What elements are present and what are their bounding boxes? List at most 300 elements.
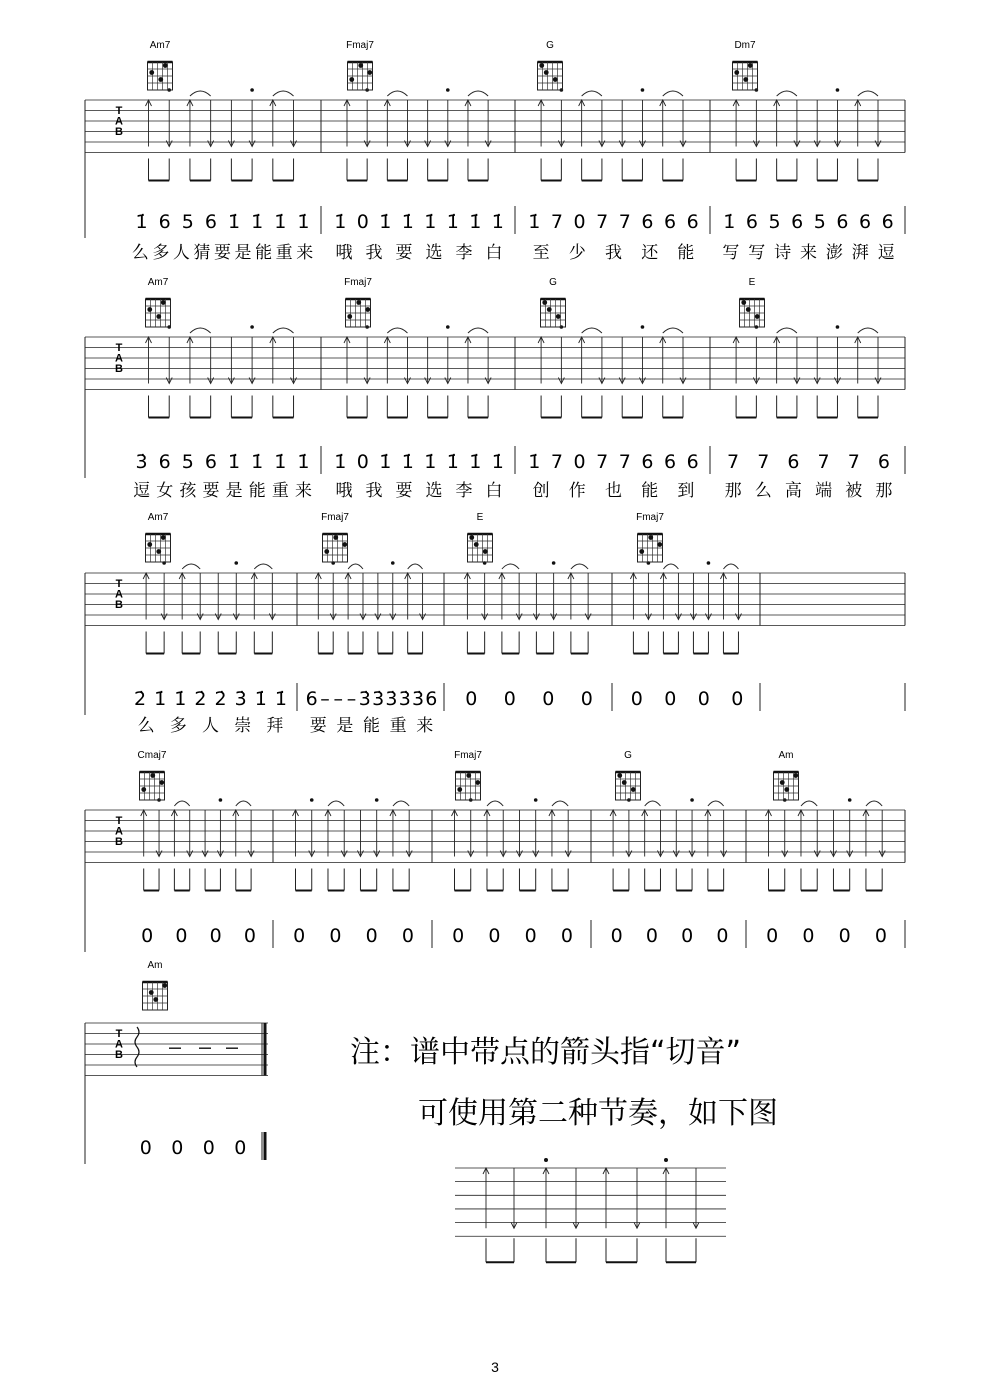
jianpu-note: 0 (766, 925, 779, 947)
jianpu-note: 0 (365, 925, 378, 947)
tab-clef: A (115, 115, 123, 128)
jianpu-note: 0 (209, 925, 222, 947)
chord-name: Am (778, 750, 794, 761)
jianpu-note: 1̇ (297, 211, 310, 233)
strum-pattern (141, 798, 254, 890)
jianpu-note: 1̇ (424, 211, 437, 233)
strum-pattern (538, 325, 686, 417)
finger-dot (347, 314, 352, 319)
chord-diagram (146, 512, 171, 562)
strum-pattern (143, 561, 275, 653)
jianpu-measure (723, 211, 893, 233)
lyric-char: 被 (845, 481, 863, 501)
finger-dot (365, 307, 370, 312)
chord-name: Fmaj7 (636, 512, 664, 523)
tie-arc (645, 801, 661, 806)
lyric-char: 拜 (266, 716, 284, 736)
lyric-char: 是 (336, 716, 354, 736)
jianpu-note: 0 (580, 688, 593, 710)
jianpu-note: 0 (171, 1137, 184, 1159)
jianpu-note: 3̇ (135, 451, 148, 473)
lyric-char: 要 (395, 243, 413, 263)
chord-diagram (733, 40, 758, 90)
jianpu-note: 1̇ (446, 211, 459, 233)
jianpu-note: 1̇ (424, 451, 437, 473)
chord-diagram (148, 40, 173, 90)
lyric-char: 要 (202, 481, 220, 501)
lyric-char: 是 (234, 243, 252, 263)
jianpu-note: 6 (425, 688, 438, 710)
lyric-char: 重 (275, 243, 293, 263)
tab-system (85, 960, 268, 1164)
finger-dot (784, 787, 789, 792)
tie-arc (552, 801, 568, 806)
staccato-dot (250, 325, 254, 329)
tab-clef: T (115, 105, 123, 117)
jianpu-note: 6 (787, 451, 800, 473)
chord-name: Cmaj7 (137, 750, 167, 761)
jianpu-note: 1̇ (401, 211, 414, 233)
chord-diagram (346, 40, 374, 90)
jianpu-note: 1̇ (723, 211, 736, 233)
tie-arc (348, 564, 363, 569)
chord-diagram (538, 40, 563, 90)
lyric-char: 人 (202, 716, 219, 736)
jianpu-note: 1̇ (174, 688, 187, 710)
chord-diagram (636, 512, 664, 562)
jianpu-note: 0 (202, 1137, 215, 1159)
tie-arc (571, 564, 588, 569)
jianpu-measure (727, 451, 890, 473)
finger-dot (457, 787, 462, 792)
jianpu-note: 0 (731, 688, 744, 710)
jianpu-note: 5 (768, 211, 781, 233)
tie-arc (328, 801, 344, 806)
tie-arc (723, 564, 738, 569)
jianpu-measure (141, 925, 256, 947)
chord-name: Am7 (147, 277, 169, 288)
lyric-line (533, 481, 695, 501)
finger-dot (746, 307, 751, 312)
jianpu-note: 3̇ (234, 688, 247, 710)
jianpu-note: 6 (686, 211, 699, 233)
lyric-char: 写 (748, 243, 766, 263)
staccato-dot (664, 1158, 668, 1162)
finger-dot (153, 997, 158, 1002)
jianpu-note: – (320, 688, 330, 710)
chord-diagram (616, 750, 641, 800)
lyric-char: 逗 (877, 243, 895, 263)
tie-arc (393, 801, 409, 806)
finger-dot (141, 787, 146, 792)
chord-name: Am (147, 960, 163, 971)
tab-clef: T (115, 342, 123, 354)
lyric-char: 我 (365, 481, 383, 501)
lyric-line (725, 481, 893, 501)
lyric-char: 少 (568, 243, 586, 263)
tie-arc (182, 564, 200, 569)
chord-name: Fmaj7 (346, 40, 374, 51)
lyric-char: 要 (395, 481, 413, 501)
jianpu-measure (528, 451, 698, 473)
finger-dot (159, 780, 164, 785)
lyric-char: 么 (137, 716, 155, 736)
tie-arc (858, 328, 878, 333)
tie-arc (502, 564, 519, 569)
jianpu-note: 7 (618, 451, 631, 473)
tie-arc (858, 91, 878, 96)
staccato-dot (391, 561, 395, 565)
jianpu-measure (465, 688, 593, 710)
jianpu-note: 7 (847, 451, 860, 473)
lyric-char: 要 (309, 716, 327, 736)
jianpu-note: 0 (293, 925, 306, 947)
finger-dot (342, 542, 347, 547)
lyric-char: 么 (754, 481, 772, 501)
chord-name: Am7 (149, 40, 171, 51)
jianpu-note: 0 (630, 688, 643, 710)
finger-dot (755, 314, 760, 319)
lyric-char: 那 (724, 481, 742, 501)
jianpu-measure (631, 688, 744, 710)
jianpu-note: 7 (550, 451, 563, 473)
jianpu-note: 0 (141, 925, 154, 947)
lyric-char: 作 (568, 481, 586, 501)
finger-dot (147, 307, 152, 312)
jianpu-note: 0 (802, 925, 815, 947)
staccato-dot (836, 325, 840, 329)
finger-dot (324, 549, 329, 554)
jianpu-measure (766, 925, 887, 947)
staccato-dot (310, 798, 314, 802)
lyric-char: 来 (800, 243, 817, 263)
lyric-char: 还 (641, 243, 659, 263)
lyric-line (533, 243, 695, 263)
chord-diagram (344, 277, 372, 327)
finger-dot (793, 773, 798, 778)
lyric-char: 能 (255, 243, 273, 263)
lyric-line (336, 481, 503, 501)
jianpu-note: 1̇ (528, 451, 541, 473)
jianpu-note: 0 (356, 451, 369, 473)
lyric-char: 多 (169, 716, 187, 736)
lyric-char: 澎 (825, 243, 843, 263)
jianpu-note: 6 (664, 451, 677, 473)
jianpu-note: 0 (573, 451, 586, 473)
jianpu-note: 5 (813, 211, 826, 233)
finger-dot (158, 77, 163, 82)
jianpu-note: 1̇ (379, 211, 392, 233)
jianpu-note: 0 (329, 925, 342, 947)
tab-system (85, 277, 905, 501)
staccato-dot (219, 798, 223, 802)
jianpu-note: 1̇ (135, 211, 148, 233)
chord-name: Fmaj7 (321, 512, 349, 523)
tie-arc (777, 91, 797, 96)
chord-name: E (476, 512, 484, 523)
finger-dot (162, 983, 167, 988)
chord-diagram (146, 277, 171, 327)
lyric-char: 至 (532, 243, 550, 263)
finger-dot (734, 70, 739, 75)
jianpu-note: 3̇ (372, 688, 385, 710)
finger-dot (553, 77, 558, 82)
tab-clef: A (115, 1038, 123, 1051)
finger-dot (367, 70, 372, 75)
jianpu-measure (136, 211, 310, 233)
staccato-dot (641, 325, 645, 329)
jianpu-note: 1̇ (528, 211, 541, 233)
finger-dot (466, 773, 471, 778)
jianpu-note: 0 (139, 1137, 152, 1159)
strum-pattern (538, 88, 686, 180)
jianpu-note: 1̇ (334, 211, 347, 233)
finger-dot (475, 780, 480, 785)
jianpu-note: 7 (550, 211, 563, 233)
jianpu-note: 0 (401, 925, 414, 947)
tie-arc (273, 328, 294, 333)
finger-dot (544, 70, 549, 75)
jianpu-note: 0 (524, 925, 537, 947)
lyric-char: 是 (225, 481, 243, 501)
jianpu-note: 1̇ (469, 211, 482, 233)
strum-pattern (344, 325, 491, 417)
tie-arc (254, 564, 272, 569)
lyric-char: 湃 (851, 243, 869, 263)
chord-name: Fmaj7 (454, 750, 482, 761)
lyric-char: 崇 (234, 716, 252, 736)
lyric-char: 诗 (774, 243, 792, 263)
lyric-char: 白 (485, 481, 503, 501)
staccato-dot (690, 798, 694, 802)
finger-dot (631, 787, 636, 792)
lyric-char: 重 (271, 481, 289, 501)
finger-dot (469, 535, 474, 540)
jianpu-note: 0 (838, 925, 851, 947)
chord-diagram (321, 512, 349, 562)
tie-arc (190, 91, 211, 96)
jianpu-note: 3̇ (398, 688, 411, 710)
lyric-char: 来 (416, 716, 434, 736)
chord-diagram (541, 277, 566, 327)
jianpu-measure (134, 688, 287, 710)
tie-arc (777, 328, 797, 333)
lyric-char: 选 (425, 481, 443, 501)
jianpu-note: 3̇ (358, 688, 371, 710)
staccato-dot (534, 798, 538, 802)
jianpu-note: 1̇ (469, 451, 482, 473)
jianpu-note: 0 (874, 925, 887, 947)
chord-name: Dm7 (734, 40, 756, 51)
lyric-char: 重 (389, 716, 407, 736)
jianpu-note: 0 (716, 925, 729, 947)
strum-pattern (146, 325, 297, 417)
jianpu-measure (293, 925, 414, 947)
jianpu-note: 6 (791, 211, 804, 233)
strum-pattern (464, 561, 591, 653)
jianpu-note: 1̇ (334, 451, 347, 473)
jianpu-note: 1̇ (379, 451, 392, 473)
lyric-char: 到 (677, 481, 695, 501)
tie-arc (582, 91, 602, 96)
tie-arc (582, 328, 602, 333)
lyric-char: 来 (296, 243, 314, 263)
jianpu-note: 1̇ (491, 211, 504, 233)
jianpu-note: 1̇ (297, 451, 310, 473)
finger-dot (163, 63, 168, 68)
jianpu-note: 6 (204, 451, 217, 473)
jianpu-note: 0 (573, 211, 586, 233)
staccato-dot (552, 561, 556, 565)
finger-dot (358, 63, 363, 68)
jianpu-note: 6 (641, 451, 654, 473)
lyric-char: 能 (641, 481, 659, 501)
jianpu-note: 7 (596, 451, 609, 473)
finger-dot (622, 780, 627, 785)
tie-arc (190, 328, 211, 333)
strum-pattern (766, 798, 886, 890)
chord-name: Fmaj7 (344, 277, 372, 288)
jianpu-note: 6 (686, 451, 699, 473)
footnote-line-1: 注：谱中带点的箭头指“切音” (350, 1035, 742, 1070)
jianpu-note: 1̇ (446, 451, 459, 473)
lyric-char: 猜 (193, 243, 211, 263)
finger-dot (349, 77, 354, 82)
jianpu-note: 0 (243, 925, 256, 947)
chord-name: Am7 (147, 512, 169, 523)
lyric-char: 能 (677, 243, 695, 263)
staccato-dot (707, 561, 711, 565)
tab-clef: A (115, 825, 123, 838)
jianpu-note: – (346, 688, 357, 710)
finger-dot (648, 535, 653, 540)
jianpu-note: 6 (641, 211, 654, 233)
tab-system (85, 750, 905, 952)
tab-system (85, 512, 905, 736)
finger-dot (639, 549, 644, 554)
lyric-char: 选 (425, 243, 443, 263)
lyric-char: 李 (455, 243, 473, 263)
jianpu-note: 1̇ (491, 451, 504, 473)
jianpu-note: 0 (465, 688, 478, 710)
jianpu-note: 3̇ (412, 688, 425, 710)
jianpu-measure (136, 451, 310, 473)
jianpu-note: 2̇ (194, 688, 207, 710)
jianpu-measure (140, 1137, 247, 1159)
jianpu-note: 6 (305, 688, 318, 710)
tie-arc (708, 801, 724, 806)
jianpu-note: 6 (859, 211, 872, 233)
tab-clef: T (115, 578, 123, 590)
finger-dot (149, 70, 154, 75)
staccato-dot (446, 88, 450, 92)
lyric-char: 么 (131, 243, 149, 263)
lyric-char: 那 (875, 481, 893, 501)
finger-dot (156, 549, 161, 554)
tab-clef: B (115, 1049, 123, 1061)
jianpu-note: 0 (645, 925, 658, 947)
chord-name: G (624, 750, 632, 761)
jianpu-measure (306, 688, 438, 710)
tie-arc (387, 91, 407, 96)
page-number-text: 3 (491, 1359, 499, 1375)
finger-dot (149, 990, 154, 995)
strum-pattern (610, 798, 727, 890)
jianpu-note: 7 (817, 451, 830, 473)
lyric-char: 女 (156, 481, 174, 501)
finger-dot (542, 300, 547, 305)
finger-dot (483, 549, 488, 554)
tie-arc (866, 801, 882, 806)
lyric-char: 哦 (335, 481, 353, 501)
staccato-dot (375, 798, 379, 802)
tab-clef: B (115, 599, 123, 611)
jianpu-note: 1̇ (228, 451, 241, 473)
arpeggio-icon (135, 1027, 139, 1067)
tie-arc (468, 91, 488, 96)
jianpu-note: 1̇ (274, 688, 287, 710)
staccato-dot (544, 1158, 548, 1162)
finger-dot (147, 542, 152, 547)
lyric-char: 写 (722, 243, 740, 263)
jianpu-note: 6 (745, 211, 758, 233)
tie-arc (273, 91, 294, 96)
lyric-char: 白 (485, 243, 503, 263)
tie-arc (801, 801, 817, 806)
tie-arc (487, 801, 503, 806)
strum-pattern (630, 561, 741, 653)
jianpu-measure (611, 925, 729, 947)
jianpu-note: 0 (697, 688, 710, 710)
tie-arc (663, 328, 683, 333)
strum-pattern (733, 88, 881, 180)
chord-name: G (546, 40, 554, 51)
lyric-char: 也 (605, 481, 622, 501)
jianpu-note: 6 (881, 211, 894, 233)
strum-pattern (315, 561, 425, 653)
finger-dot (657, 542, 662, 547)
finger-dot (356, 300, 361, 305)
strum-pattern (293, 798, 413, 890)
staccato-dot (836, 88, 840, 92)
tie-arc (408, 564, 423, 569)
lyric-char: 多 (152, 243, 170, 263)
strum-pattern (146, 88, 297, 180)
staccato-dot (848, 798, 852, 802)
lyric-char: 我 (605, 243, 622, 263)
jianpu-note: 6 (158, 451, 171, 473)
lyric-char: 逗 (133, 481, 151, 501)
staccato-dot (446, 325, 450, 329)
finger-dot (333, 535, 338, 540)
tie-arc (174, 801, 189, 806)
lyric-char: 李 (455, 481, 473, 501)
chord-diagram (740, 277, 765, 327)
jianpu-note: 1̇ (251, 211, 264, 233)
lyric-char: 孩 (179, 481, 197, 501)
finger-dot (748, 63, 753, 68)
chord-name: G (549, 277, 557, 288)
finger-dot (547, 307, 552, 312)
jianpu-note: 1̇ (274, 211, 287, 233)
finger-dot (556, 314, 561, 319)
jianpu-note: 6 (204, 211, 217, 233)
lyric-char: 能 (248, 481, 266, 501)
jianpu-measure (334, 211, 504, 233)
lyric-line (132, 243, 313, 263)
tab-clef: A (115, 352, 123, 365)
staccato-dot (250, 88, 254, 92)
